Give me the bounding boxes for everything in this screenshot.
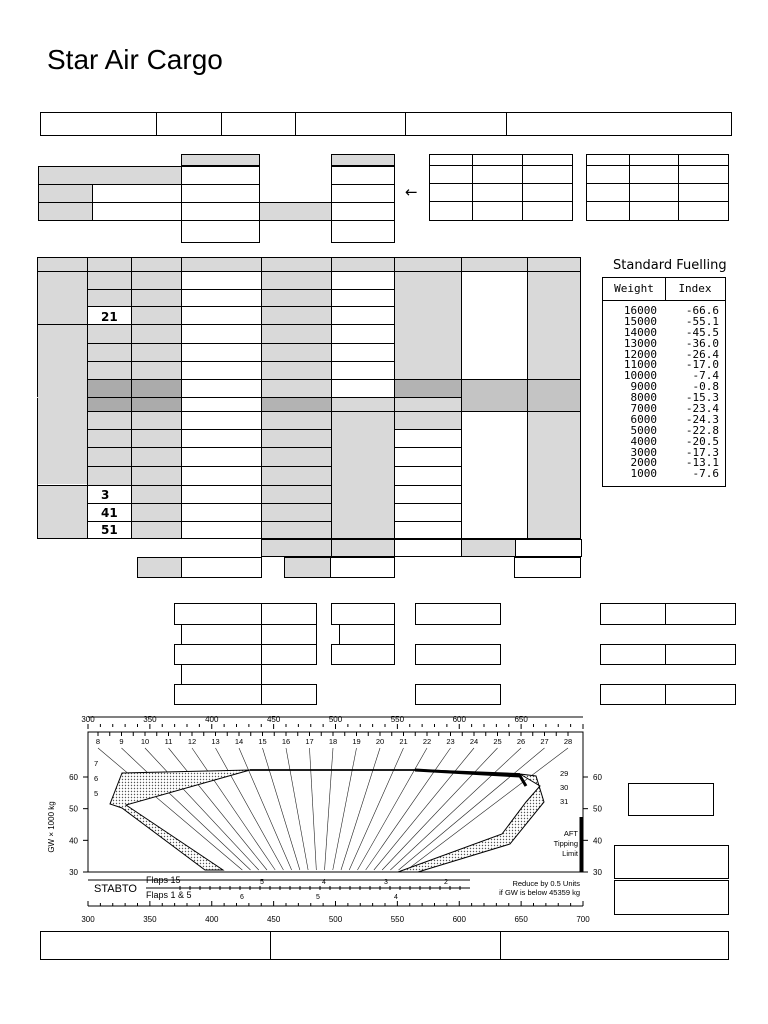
fuel-index-cell: -45.5	[685, 325, 719, 339]
signature-box-3[interactable]	[500, 931, 729, 960]
result-box-8[interactable]	[174, 684, 262, 705]
weight-label-a	[38, 166, 182, 185]
mac-scale-label: 21	[399, 737, 408, 746]
mac-scale-label: 16	[281, 737, 291, 746]
row-number-21: 21	[101, 310, 118, 324]
weight-value-d[interactable]	[181, 220, 260, 243]
fwd-index-label: 6	[94, 774, 99, 783]
weight-label-b1	[38, 184, 93, 203]
flaps15-num: 4	[322, 879, 326, 886]
company-title: Star Air Cargo	[47, 44, 223, 75]
fuel-weight-cell: 11000	[623, 358, 657, 372]
result-box-12[interactable]	[331, 644, 395, 665]
fuel-index-cell: -22.8	[685, 423, 719, 437]
fuel-weight-cell: 14000	[623, 325, 657, 339]
mac-scale-label: 17	[305, 737, 314, 746]
result-box-7[interactable]	[181, 664, 262, 685]
top-scale-label: 300	[81, 715, 95, 724]
weight-label-c2	[92, 202, 182, 221]
arrow-left-icon: ←	[405, 183, 418, 201]
result-box-13[interactable]	[415, 603, 501, 625]
flight-field-2[interactable]	[156, 112, 222, 136]
mac-scale-label: 20	[375, 737, 385, 746]
fwd-index-label: 7	[94, 759, 99, 768]
fuel-index-column	[669, 306, 719, 480]
fuel-weight-cell: 1000	[630, 467, 657, 481]
result-box-6[interactable]	[261, 644, 317, 665]
mac-scale-label: 22	[422, 737, 432, 746]
fuel-weight-cell: 5000	[630, 423, 657, 437]
bottom-scale-label: 600	[452, 915, 466, 924]
bottom-scale-label: 550	[390, 915, 405, 924]
bottom-scale-label: 300	[81, 915, 95, 924]
flaps1-5-label: Flaps 1 & 5	[146, 890, 192, 900]
fuel-weight-cell: 12000	[623, 347, 657, 361]
gw-tick-label-right: 50	[593, 804, 602, 814]
result-box-15[interactable]	[415, 684, 501, 705]
top-scale-label: 600	[452, 715, 466, 724]
fuel-index-cell: -24.3	[685, 412, 719, 426]
top-scale-label: 400	[205, 715, 219, 724]
bottom-scale-label: 450	[266, 915, 281, 924]
aft-tipping-label: AFT	[563, 829, 578, 838]
fuel-index-cell: -7.6	[692, 467, 719, 481]
weight-value-h[interactable]	[331, 220, 395, 243]
weight-label-c3	[259, 202, 332, 221]
fuel-index-cell: -17.3	[685, 445, 719, 459]
reduce-note: Reduce by 0.5 Units	[512, 879, 580, 888]
flaps1-5-num: 5	[316, 894, 320, 901]
fuel-weight-cell: 6000	[630, 412, 657, 426]
fuel-index-cell: -26.4	[685, 347, 719, 361]
trim-chart	[40, 712, 600, 928]
fuel-weight-cell: 15000	[623, 314, 657, 328]
result-box-11[interactable]	[339, 624, 395, 645]
row-number-51: 51	[101, 523, 118, 537]
chart-result-box-3[interactable]	[614, 880, 729, 915]
weight-value-a[interactable]	[181, 166, 260, 185]
mac-scale-label: 25	[493, 737, 502, 746]
fuel-weight-cell: 7000	[630, 402, 657, 416]
bottom-scale-label: 500	[328, 915, 343, 924]
flight-field-6[interactable]	[506, 112, 732, 136]
flaps1-5-num: 6	[240, 894, 244, 901]
fuel-index-cell: -7.4	[692, 369, 719, 383]
mac-scale-label: 10	[140, 737, 150, 746]
weight-value-f[interactable]	[331, 184, 395, 203]
standard-fuelling-title: Standard Fuelling	[613, 258, 727, 273]
result-box-17[interactable]	[665, 603, 736, 625]
bottom-scale-label: 700	[576, 915, 590, 924]
top-scale-label: 650	[514, 715, 528, 724]
fuel-weight-column	[609, 306, 657, 480]
fuel-index-cell: -55.1	[685, 314, 719, 328]
weight-header-1	[181, 154, 260, 166]
bottom-scale-label: 650	[514, 915, 528, 924]
flight-field-1[interactable]	[40, 112, 157, 136]
result-box-3[interactable]	[181, 624, 262, 645]
fuel-weight-cell: 8000	[630, 391, 657, 405]
reduce-note: if GW is below 45359 kg	[499, 888, 580, 897]
result-box-19[interactable]	[665, 644, 736, 665]
load-grid	[37, 257, 582, 582]
gw-axis-label: GW × 1000 kg	[47, 801, 56, 853]
fuel-index-cell: -17.0	[685, 358, 719, 372]
mac-scale-label: 18	[328, 737, 338, 746]
bottom-scale-label: 400	[205, 915, 219, 924]
top-scale-label: 350	[143, 715, 157, 724]
flight-field-5[interactable]	[405, 112, 507, 136]
mac-scale-label: 26	[516, 737, 526, 746]
fuel-index-cell: -36.0	[685, 336, 719, 350]
result-box-5[interactable]	[174, 644, 262, 665]
fuel-header-weight: Weight	[603, 278, 666, 301]
mac-scale-label: 19	[352, 737, 361, 746]
fuel-index-cell: -66.6	[685, 304, 719, 317]
weight-value-c[interactable]	[181, 202, 260, 221]
flight-field-3[interactable]	[221, 112, 296, 136]
gw-tick-label: 30	[69, 868, 78, 877]
weight-header-2	[331, 154, 395, 166]
standard-fuelling-table	[602, 277, 726, 487]
result-box-21[interactable]	[665, 684, 736, 705]
mac-scale-label: 24	[469, 737, 479, 746]
gw-tick-label: 40	[69, 836, 78, 846]
weight-label-b2	[92, 184, 182, 203]
signature-box-2[interactable]	[270, 931, 501, 960]
right-grid-b	[586, 154, 729, 221]
fuel-weight-cell: 4000	[630, 434, 657, 448]
chart-result-box-2[interactable]	[614, 845, 729, 879]
fuel-weight-cell: 3000	[630, 445, 657, 459]
flaps15-num: 2	[444, 879, 448, 886]
top-scale-label: 450	[266, 715, 281, 724]
mac-scale-label: 15	[258, 737, 267, 746]
fuel-weight-cell: 2000	[630, 456, 657, 470]
weight-value-e[interactable]	[331, 166, 395, 185]
flaps15-num: 5	[260, 879, 264, 886]
flaps15-num: 3	[384, 879, 388, 886]
mac-scale-label: 8	[95, 737, 101, 746]
mac-scale-label: 23	[446, 737, 455, 746]
mac-scale-label: 9	[119, 737, 124, 746]
flaps1-5-num: 4	[394, 894, 398, 901]
fuel-index-cell: -13.1	[685, 456, 719, 470]
stab-label: STABTO	[94, 883, 137, 895]
gw-tick-label-right: 40	[593, 836, 602, 846]
fuel-index-cell: -15.3	[685, 391, 719, 405]
mac-scale-label: 27	[540, 737, 549, 746]
row-number-41: 41	[101, 506, 118, 520]
mac-scale-label: 14	[234, 737, 244, 746]
signature-box-1[interactable]	[40, 931, 271, 960]
mac-scale-label: 12	[187, 737, 197, 746]
result-box-16[interactable]	[600, 603, 666, 625]
mac-scale-label: 13	[211, 737, 220, 746]
gw-tick-label: 60	[69, 773, 78, 782]
top-scale-label: 550	[390, 715, 405, 724]
fuel-weight-cell: 9000	[630, 380, 657, 394]
result-box-2[interactable]	[261, 603, 317, 625]
flaps15-label: Flaps 15	[146, 875, 181, 885]
fuel-weight-cell: 16000	[623, 304, 657, 317]
mac-scale-label: 28	[563, 737, 573, 746]
result-box-18[interactable]	[600, 644, 666, 665]
weight-value-b[interactable]	[181, 184, 260, 203]
result-box-10[interactable]	[331, 603, 395, 625]
result-box-20[interactable]	[600, 684, 666, 705]
result-box-4[interactable]	[261, 624, 317, 645]
bottom-scale-label: 350	[143, 915, 157, 924]
right-grid-a	[429, 154, 573, 221]
fuel-index-cell: -20.5	[685, 434, 719, 448]
weight-value-g[interactable]	[331, 202, 395, 221]
result-box-14[interactable]	[415, 644, 501, 665]
flight-field-4[interactable]	[295, 112, 406, 136]
chart-result-box-1[interactable]	[628, 783, 714, 816]
fuel-weight-cell: 10000	[623, 369, 657, 383]
gw-tick-label: 50	[69, 804, 78, 814]
fuel-weight-cell: 13000	[623, 336, 657, 350]
weight-label-c1	[38, 202, 93, 221]
result-box-1[interactable]	[174, 603, 262, 625]
fuel-index-cell: -0.8	[692, 380, 719, 394]
aft-tipping-label: Limit	[562, 849, 578, 858]
aft-tipping-label: Tipping	[553, 839, 578, 848]
gw-tick-label-right: 60	[593, 773, 602, 782]
gw-tick-label-right: 30	[593, 868, 602, 877]
fuel-index-cell: -23.4	[685, 402, 719, 416]
mac-scale-label: 11	[164, 737, 173, 746]
top-scale-label: 500	[328, 715, 343, 724]
fuel-header-index: Index	[665, 278, 725, 301]
result-box-9[interactable]	[261, 684, 317, 705]
aft-index-label: 31	[560, 797, 569, 806]
aft-index-label: 29	[560, 769, 569, 778]
aft-index-label: 30	[560, 783, 569, 792]
fwd-index-label: 5	[94, 789, 99, 798]
row-number-3: 3	[101, 488, 110, 502]
